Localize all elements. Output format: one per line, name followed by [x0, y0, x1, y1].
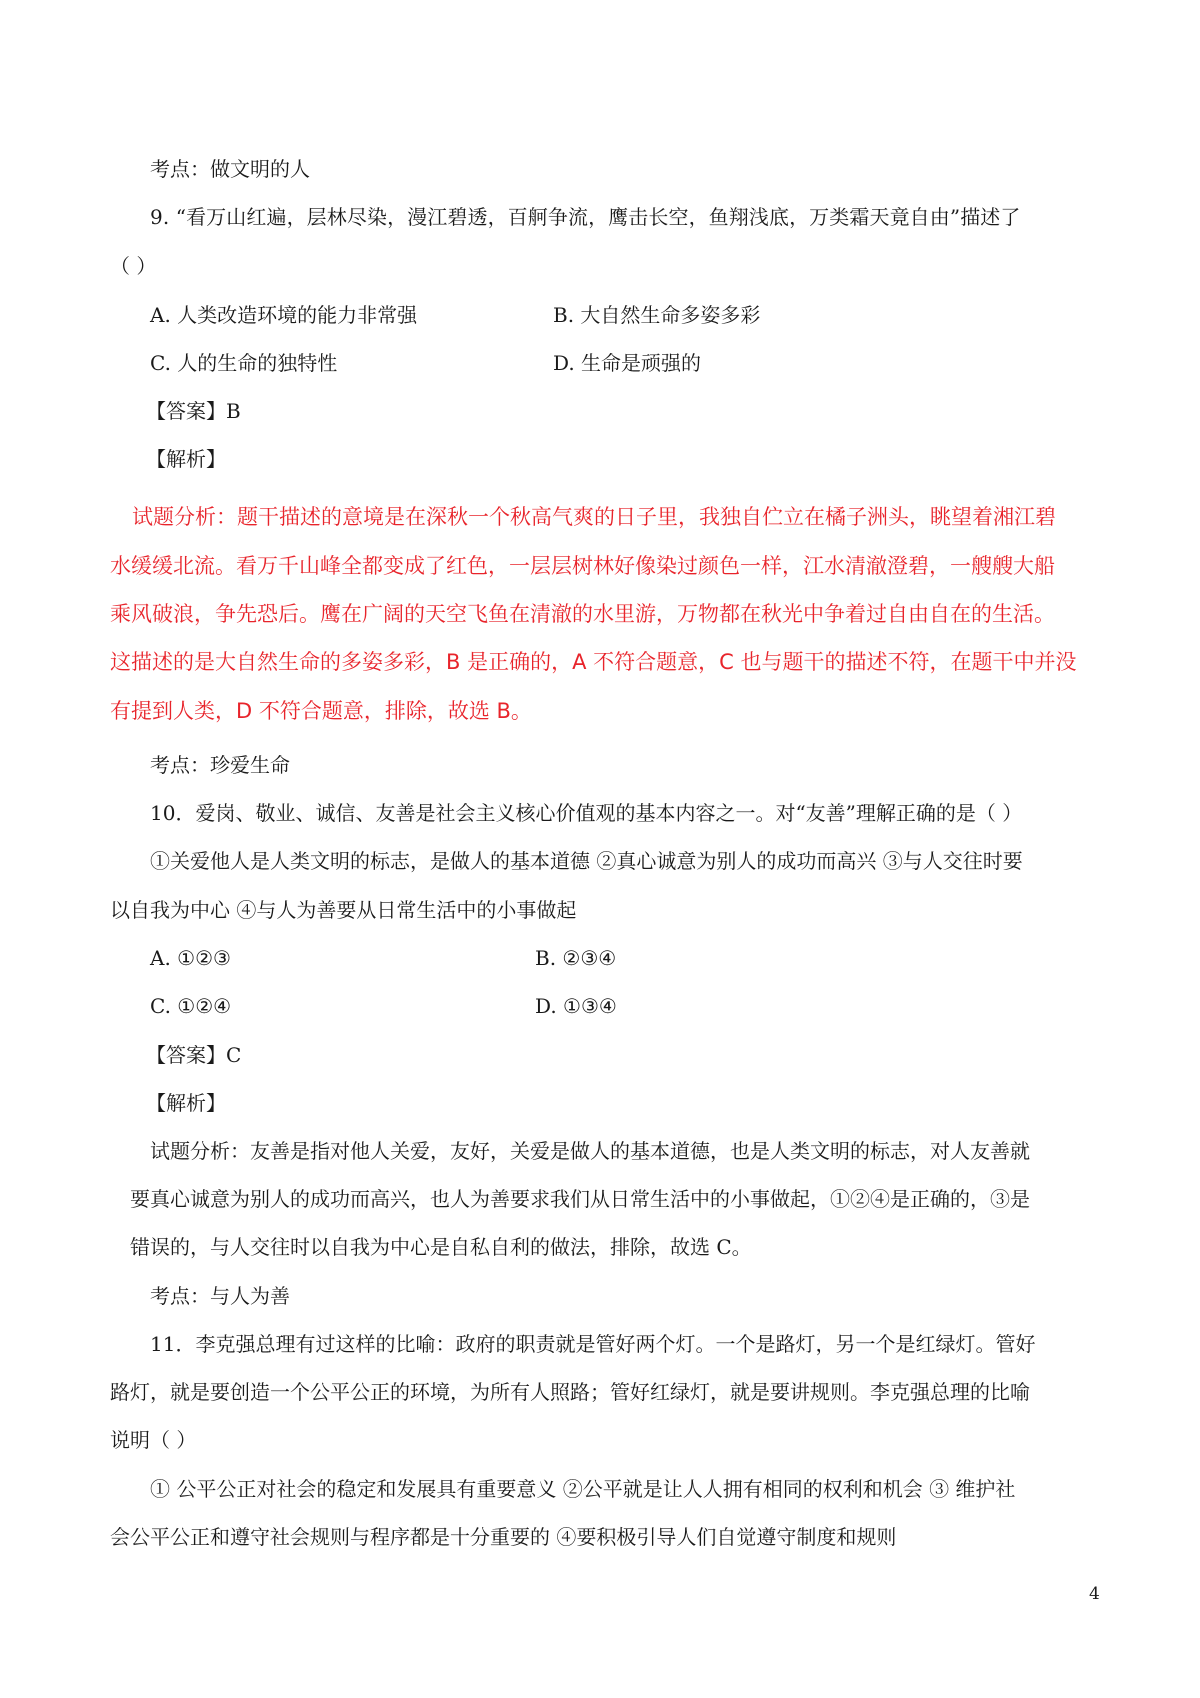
q9-analysis-line: 水缓缓北流。看万千山峰全都变成了红色，一层层树林好像染过颜色一样，江水清澈澄碧，一艘艘大船: [110, 554, 1055, 578]
q9-option-b: B. 大自然生命多姿多彩: [553, 303, 761, 327]
q10-stem: 10．爱岗、敬业、诚信、友善是社会主义核心价值观的基本内容之一。对“友善”理解正确的是（ ）: [150, 801, 1023, 825]
q10-analysis-line: 试题分析：友善是指对他人关爱，友好，关爱是做人的基本道德，也是人类文明的标志，对人友善就: [150, 1139, 1030, 1163]
q10-option-b: B. ②③④: [535, 946, 617, 970]
q10-option-c: C. ①②④: [150, 994, 232, 1018]
q11-stem-line: 说明（ ）: [110, 1428, 197, 1452]
page-number: 4: [1089, 1584, 1100, 1604]
kaodian-q9: 考点：珍爱生命: [150, 753, 290, 777]
q11-items-line: 会公平公正和遵守社会规则与程序都是十分重要的 ④要积极引导人们自觉遵守制度和规则: [110, 1525, 897, 1549]
q9-analysis-line: 有提到人类，D 不符合题意，排除，故选 B。: [110, 699, 532, 723]
q10-analysis-line: 要真心诚意为别人的成功而高兴，也人为善要求我们从日常生活中的小事做起，①②④是正确的，③是: [130, 1187, 1030, 1211]
q11-stem-line: 路灯，就是要创造一个公平公正的环境，为所有人照路；管好红绿灯，就是要讲规则。李克强总理的比喻: [110, 1380, 1030, 1404]
q10-answer: 【答案】C: [146, 1043, 242, 1067]
q9-jiexi-label: 【解析】: [146, 447, 226, 471]
q9-option-c: C. 人的生命的独特性: [150, 351, 338, 375]
q10-option-d: D. ①③④: [535, 994, 617, 1018]
q9-option-a: A. 人类改造环境的能力非常强: [150, 303, 418, 327]
q10-items-line2: 以自我为中心 ④与人为善要从日常生活中的小事做起: [110, 898, 577, 922]
q11-items-line: ① 公平公正对社会的稳定和发展具有重要意义 ②公平就是让人人拥有相同的权利和机会 ③ 维护社: [150, 1477, 1016, 1501]
q9-stem-line1: 9. “看万山红遍，层林尽染，漫江碧透，百舸争流，鹰击长空，鱼翔浅底，万类霜天竟自由”描述了: [150, 205, 1021, 229]
q9-option-d: D. 生命是顽强的: [553, 351, 702, 375]
q9-analysis-line: 乘风破浪，争先恐后。鹰在广阔的天空飞鱼在清澈的水里游，万物都在秋光中争着过自由自在的生活。: [110, 602, 1055, 626]
q11-stem-line: 11．李克强总理有过这样的比喻：政府的职责就是管好两个灯。一个是路灯，另一个是红绿灯。管好: [150, 1332, 1036, 1356]
q9-analysis-line: 这描述的是大自然生命的多姿多彩，B 是正确的，A 不符合题意，C 也与题干的描述不符，在题干中并没: [110, 650, 1077, 674]
q10-items-line1: ①关爱他人是人类文明的标志，是做人的基本道德 ②真心诚意为别人的成功而高兴 ③与人交往时要: [150, 849, 1023, 873]
q10-analysis-line: 错误的，与人交往时以自我为中心是自私自利的做法，排除，故选 C。: [130, 1235, 752, 1259]
kaodian-q8: 考点：做文明的人: [150, 157, 310, 181]
q10-jiexi-label: 【解析】: [146, 1091, 226, 1115]
q10-option-a: A. ①②③: [150, 946, 231, 970]
q9-stem-line2: （ ）: [110, 254, 157, 278]
kaodian-q10: 考点：与人为善: [150, 1284, 290, 1308]
q9-answer: 【答案】B: [146, 399, 241, 423]
q9-analysis-line: 试题分析：题干描述的意境是在深秋一个秋高气爽的日子里，我独自伫立在橘子洲头，眺望着湘江碧: [132, 505, 1056, 529]
